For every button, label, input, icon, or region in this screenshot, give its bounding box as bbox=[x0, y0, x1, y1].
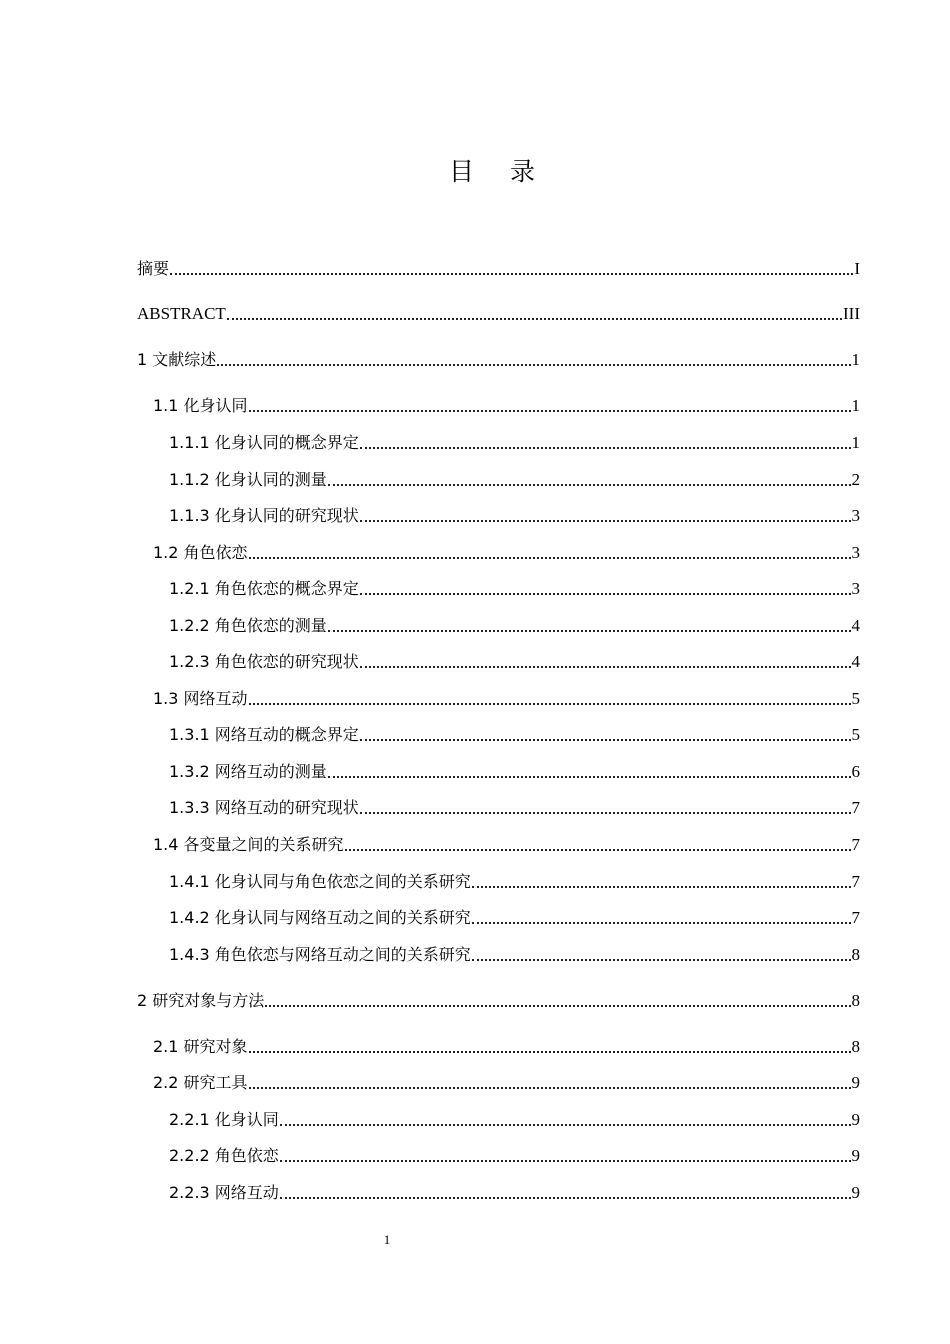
toc-entry[interactable] bbox=[169, 1106, 860, 1130]
toc-entry-label: 1.4.3 角色依恋与网络互动之间的关系研究 bbox=[169, 945, 471, 964]
toc-entry-page: 3 bbox=[851, 543, 860, 562]
toc-leader bbox=[227, 318, 842, 320]
toc-leader bbox=[360, 520, 851, 522]
toc-entry-label: 1.2.3 角色依恋的研究现状 bbox=[169, 652, 359, 671]
toc-entry[interactable] bbox=[153, 831, 860, 855]
toc-leader bbox=[249, 1051, 851, 1053]
toc-entry[interactable] bbox=[169, 648, 860, 672]
toc-leader bbox=[280, 1124, 851, 1126]
toc-entry[interactable] bbox=[169, 1142, 860, 1166]
toc-leader bbox=[249, 557, 851, 559]
footer-page-number: 1 bbox=[383, 1232, 391, 1247]
toc-entry[interactable] bbox=[169, 868, 860, 892]
toc-entry-label: 1.3.1 网络互动的概念界定 bbox=[169, 725, 359, 744]
toc-entry[interactable] bbox=[153, 1069, 860, 1093]
toc-leader bbox=[170, 273, 853, 275]
toc-leader bbox=[345, 849, 851, 851]
toc-entry-label: 2.1 研究对象 bbox=[153, 1037, 248, 1056]
toc-leader bbox=[328, 484, 851, 486]
toc-entry-page: 8 bbox=[851, 1037, 860, 1056]
toc-entry-label: 摘要 bbox=[137, 259, 170, 278]
toc-entry-page: 4 bbox=[851, 616, 860, 635]
toc-leader bbox=[328, 776, 851, 778]
toc-entry-label: 2.2.1 化身认同 bbox=[169, 1110, 279, 1129]
toc-entry-label: 1 文献综述 bbox=[137, 350, 217, 369]
toc-entry-page: 9 bbox=[851, 1110, 860, 1129]
toc-entry-label: 1.4.1 化身认同与角色依恋之间的关系研究 bbox=[169, 872, 471, 891]
toc-entry[interactable] bbox=[137, 346, 860, 370]
toc-entry[interactable] bbox=[169, 794, 860, 818]
toc-entry-label: 1.2.2 角色依恋的测量 bbox=[169, 616, 327, 635]
toc-leader bbox=[217, 364, 850, 366]
toc-entry-label: 1.4.2 化身认同与网络互动之间的关系研究 bbox=[169, 908, 471, 927]
toc-entry-page: 1 bbox=[851, 350, 860, 369]
toc-leader bbox=[328, 630, 851, 632]
toc-entry-page: 9 bbox=[851, 1183, 860, 1202]
toc-entry[interactable] bbox=[169, 1179, 860, 1203]
toc-entry-label: 1.1.1 化身认同的概念界定 bbox=[169, 433, 359, 452]
toc-entry[interactable] bbox=[153, 539, 860, 563]
toc-entry[interactable] bbox=[169, 466, 860, 490]
toc-entry-page: 3 bbox=[851, 579, 860, 598]
toc-entry-label: 1.3.2 网络互动的测量 bbox=[169, 762, 327, 781]
toc-entry-page: 7 bbox=[851, 872, 860, 891]
toc-entry[interactable] bbox=[169, 612, 860, 636]
toc-entry[interactable] bbox=[169, 721, 860, 745]
toc-entry[interactable] bbox=[153, 685, 860, 709]
toc-entry-label: 1.1 化身认同 bbox=[153, 396, 248, 415]
toc-entry-label: 1.3 网络互动 bbox=[153, 689, 248, 708]
toc-entry-page: 5 bbox=[851, 725, 860, 744]
toc-entry[interactable] bbox=[169, 758, 860, 782]
toc-leader bbox=[265, 1005, 850, 1007]
toc-entry-label: 1.3.3 网络互动的研究现状 bbox=[169, 798, 359, 817]
toc-leader bbox=[360, 812, 851, 814]
toc-entry[interactable] bbox=[169, 429, 860, 453]
toc-entry-page: I bbox=[854, 259, 860, 278]
toc-entry-page: III bbox=[843, 304, 860, 323]
toc-entry-label: ABSTRACT bbox=[137, 304, 226, 323]
toc-leader bbox=[280, 1160, 851, 1162]
toc-entry-label: 1.2 角色依恋 bbox=[153, 543, 248, 562]
toc-entry-page: 1 bbox=[851, 396, 860, 415]
toc-leader bbox=[360, 447, 851, 449]
toc-leader bbox=[472, 922, 851, 924]
toc-leader bbox=[249, 703, 851, 705]
toc-entry[interactable] bbox=[137, 300, 860, 324]
toc-entry-label: 1.1.2 化身认同的测量 bbox=[169, 470, 327, 489]
toc-entry-page: 3 bbox=[851, 506, 860, 525]
toc-entry-page: 8 bbox=[851, 945, 860, 964]
toc-entry[interactable] bbox=[153, 1033, 860, 1057]
toc-entry-page: 9 bbox=[851, 1146, 860, 1165]
toc-entry-page: 4 bbox=[851, 652, 860, 671]
toc-entry[interactable] bbox=[169, 941, 860, 965]
toc-entry-page: 8 bbox=[851, 991, 860, 1010]
toc-leader bbox=[249, 1087, 851, 1089]
toc-leader bbox=[472, 886, 851, 888]
toc-entry-label: 2 研究对象与方法 bbox=[137, 991, 265, 1010]
toc-entry-page: 2 bbox=[851, 470, 860, 489]
toc-title: 目 录 bbox=[449, 157, 549, 186]
toc-entry-page: 5 bbox=[851, 689, 860, 708]
toc-entry-label: 2.2.3 网络互动 bbox=[169, 1183, 279, 1202]
toc-entry[interactable] bbox=[137, 255, 860, 279]
toc-entry-page: 7 bbox=[851, 798, 860, 817]
toc-leader bbox=[472, 959, 851, 961]
toc-leader bbox=[360, 593, 851, 595]
toc-leader bbox=[280, 1197, 851, 1199]
toc-entry-label: 1.4 各变量之间的关系研究 bbox=[153, 835, 344, 854]
toc-leader bbox=[249, 410, 851, 412]
toc-entry-page: 9 bbox=[851, 1073, 860, 1092]
toc-entry[interactable] bbox=[137, 987, 860, 1011]
toc-entry-label: 1.1.3 化身认同的研究现状 bbox=[169, 506, 359, 525]
toc-entry[interactable] bbox=[169, 575, 860, 599]
toc-entry-page: 6 bbox=[851, 762, 860, 781]
toc-leader bbox=[360, 666, 851, 668]
toc-entry-label: 1.2.1 角色依恋的概念界定 bbox=[169, 579, 359, 598]
toc-entry-page: 7 bbox=[851, 835, 860, 854]
toc-leader bbox=[360, 739, 851, 741]
toc-entry[interactable] bbox=[153, 392, 860, 416]
toc-entry-page: 1 bbox=[851, 433, 860, 452]
toc-entry-page: 7 bbox=[851, 908, 860, 927]
toc-entry[interactable] bbox=[169, 904, 860, 928]
toc-entry[interactable] bbox=[169, 502, 860, 526]
toc-entry-label: 2.2 研究工具 bbox=[153, 1073, 248, 1092]
toc-entry-label: 2.2.2 角色依恋 bbox=[169, 1146, 279, 1165]
